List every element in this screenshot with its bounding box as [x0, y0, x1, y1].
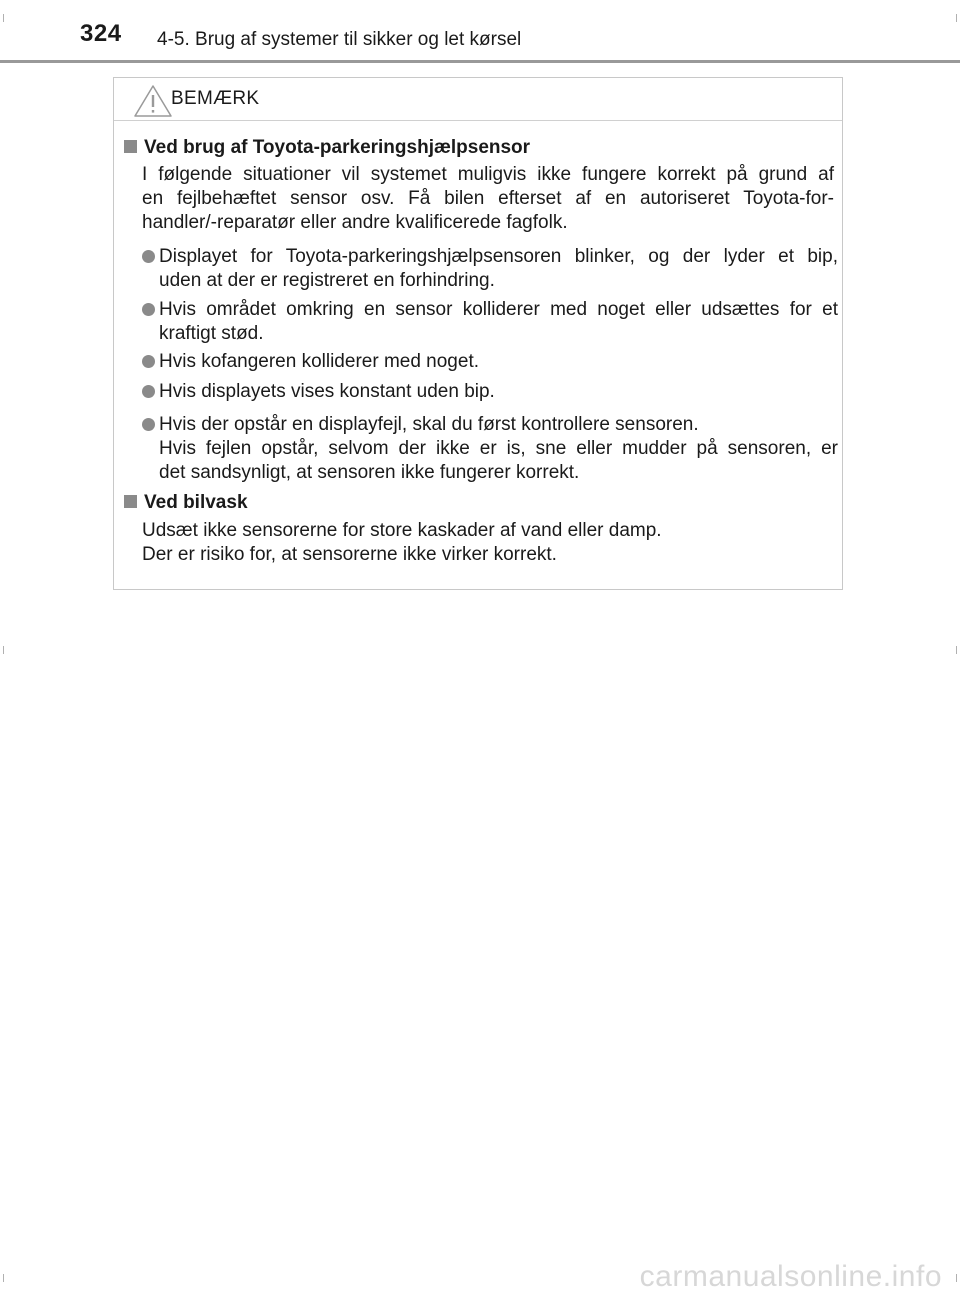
list-item [142, 245, 838, 293]
text-line: I følgende situationer vil systemet muligvis ikke fungere korrekt på grund af [142, 164, 834, 185]
crop-mark [3, 1274, 4, 1282]
text-line: Hvis området omkring en sensor kolliderer med noget eller udsættes for et [159, 299, 838, 320]
watermark: carmanualsonline.info [639, 1260, 942, 1293]
list-item [142, 380, 838, 404]
circle-bullet-icon [142, 250, 155, 263]
section-heading-text: Ved bilvask [144, 492, 248, 513]
list-item [142, 413, 838, 485]
circle-bullet-icon [142, 385, 155, 398]
header-rule [0, 60, 960, 63]
crop-mark [3, 646, 4, 654]
text-line: Hvis fejlen opstår, selvom der ikke er is, sne eller mudder på sensoren, er [159, 438, 838, 459]
crop-mark [956, 646, 957, 654]
chapter-title: 4-5. Brug af systemer til sikker og let kørsel [157, 29, 522, 50]
crop-mark [956, 14, 957, 22]
section-heading [124, 492, 248, 514]
section-heading [124, 137, 530, 159]
text-line: uden at der er registreret en forhindring. [159, 270, 495, 291]
text-line: det sandsynligt, at sensoren ikke fungerer korrekt. [159, 462, 580, 483]
circle-bullet-icon [142, 418, 155, 431]
list-item [142, 350, 838, 374]
page-number: 324 [80, 20, 122, 47]
text-line: en fejlbehæftet sensor osv. Få bilen efterset af en autoriseret Toyota-for- [142, 188, 834, 209]
section-paragraph [142, 163, 834, 235]
crop-mark [956, 1274, 957, 1282]
section-paragraph [142, 519, 834, 567]
circle-bullet-icon [142, 355, 155, 368]
square-bullet-icon [124, 140, 137, 153]
list-item [142, 298, 838, 346]
text-line: Der er risiko for, at sensorerne ikke virker korrekt. [142, 544, 557, 565]
notice-box [113, 77, 843, 590]
square-bullet-icon [124, 495, 137, 508]
text-line: Hvis displayets vises konstant uden bip. [159, 381, 495, 402]
crop-mark [3, 14, 4, 22]
text-line: Hvis der opstår en displayfejl, skal du først kontrollere sensoren. [159, 414, 699, 435]
text-line: Udsæt ikke sensorerne for store kaskader af vand eller damp. [142, 520, 662, 541]
circle-bullet-icon [142, 303, 155, 316]
text-line: Hvis kofangeren kolliderer med noget. [159, 351, 480, 372]
section-heading-text: Ved brug af Toyota-parkeringshjælpsensor [144, 137, 531, 158]
notice-header [114, 78, 842, 121]
text-line: Displayet for Toyota-parkeringshjælpsensoren blinker, og der lyder et bip, [159, 246, 838, 267]
text-line: handler/-reparatør eller andre kvalificerede fagfolk. [142, 212, 568, 233]
notice-title: BEMÆRK [171, 88, 260, 109]
text-line: kraftigt stød. [159, 323, 264, 344]
warning-triangle-icon [133, 84, 173, 118]
